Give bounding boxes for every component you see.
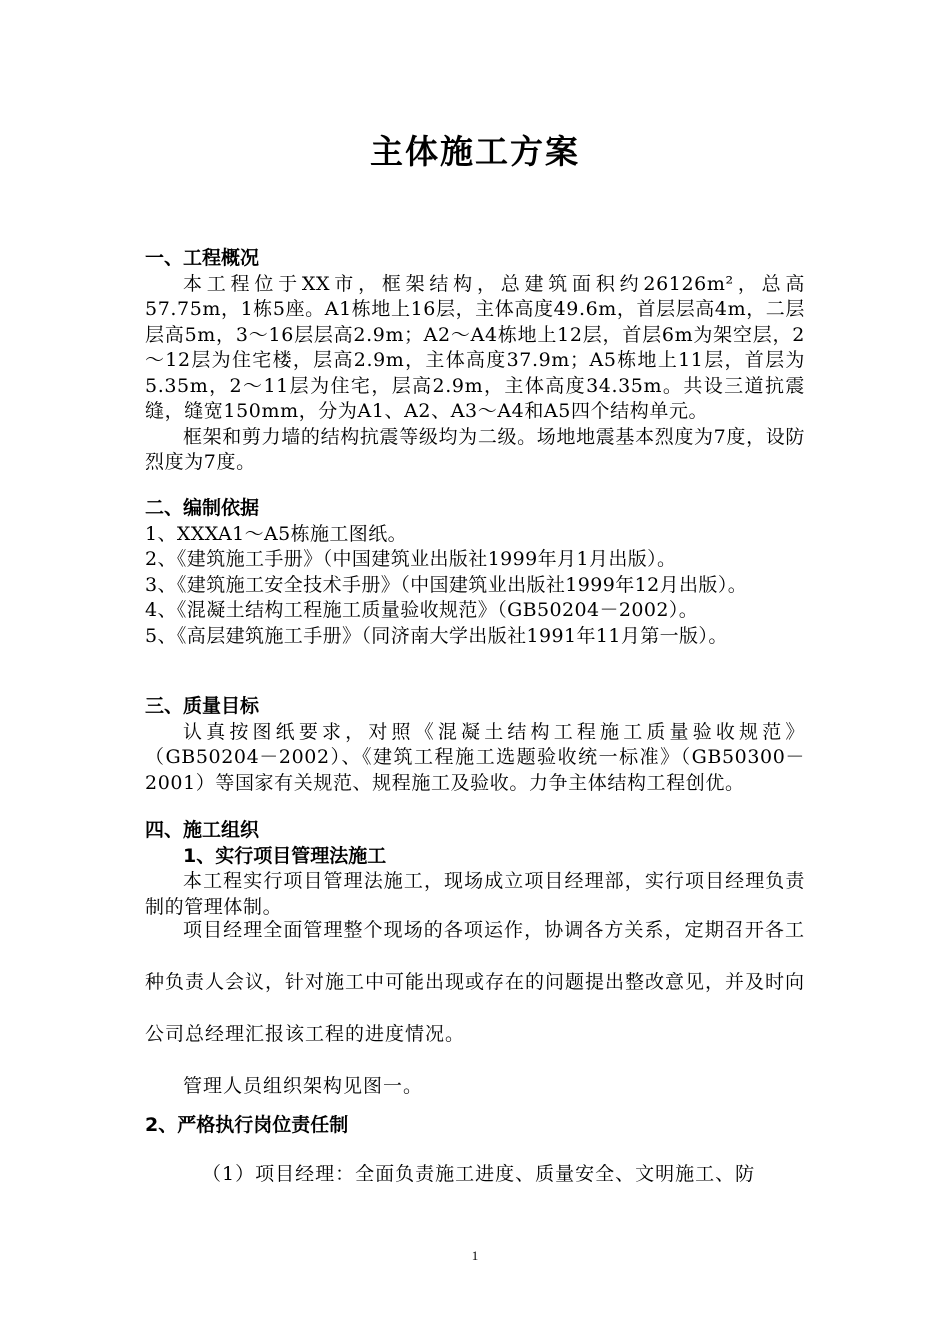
responsibility-item-block	[145, 1148, 805, 1200]
responsibility-block	[145, 1110, 805, 1140]
basis-item-1: 1、XXXA1～A5栋施工图纸。	[145, 522, 408, 545]
overview-paragraph-1: 本工程位于XX市，框架结构，总建筑面积约26126m²，总高57.75m，1栋5座。A1栋地上16层，主体高度49.6m，首层层高4m，二层层高5m，3～16层层高2.9m；A2～A4栋地上12层，首层6m为架空层，2～12层为住宅楼，层高2.9m，主体高度37.9m；A5栋地上11层，首层为5.35m，2～11层为住宅，层高2.9m，主体高度34.35m。共设三道抗震缝，缝宽150mm，分为A1、A2、A3～A4和A5四个结构单元。	[145, 272, 805, 422]
responsibility-item-1: （1）项目经理：全面负责施工进度、质量安全、文明施工、防	[202, 1163, 756, 1185]
organization-paragraph-3: 管理人员组织架构见图一。	[183, 1075, 424, 1097]
subheading-responsibility: 2、严格执行岗位责任制	[145, 1114, 349, 1136]
basis-item-2: 2、《建筑施工手册》（中国建筑业出版社1999年月1月出版）。	[145, 548, 677, 570]
page-number: 1	[471, 1248, 479, 1263]
section-heading-organization: 四、施工组织	[145, 819, 260, 841]
section-quality	[145, 694, 805, 796]
organization-loose-block	[145, 904, 805, 1112]
basis-item-5: 5、《高层建筑施工手册》（同济南大学出版社1991年11月第一版）。	[145, 624, 728, 647]
document-title: 主体施工方案	[370, 132, 580, 171]
overview-paragraph-2: 框架和剪力墙的结构抗震等级均为二级。场地地震基本烈度为7度，设防烈度为7度。	[145, 425, 805, 473]
section-basis	[145, 496, 805, 649]
section-heading-basis: 二、编制依据	[145, 497, 260, 519]
quality-paragraph: 认真按图纸要求，对照《混凝土结构工程施工质量验收规范》（GB50204－2002）、《建筑工程施工选题验收统一标准》（GB50300－2001）等国家有关规范、规程施工及验收。力争主体结构工程创优。	[145, 720, 805, 794]
organization-paragraph-2: 项目经理全面管理整个现场的各项运作，协调各方关系，定期召开各工种负责人会议，针对施工中可能出现或存在的问题提出整改意见，并及时向公司总经理汇报该工程的进度情况。	[145, 919, 806, 1045]
section-heading-overview: 一、工程概况	[145, 247, 260, 269]
organization-paragraph-1: 本工程实行项目管理法施工，现场成立项目经理部，实行项目经理负责制的管理体制。	[145, 870, 805, 918]
subheading-project-management: 1、实行项目管理法施工	[183, 844, 387, 867]
section-overview	[145, 246, 805, 476]
basis-item-4: 4、《混凝土结构工程施工质量验收规范》（GB50204－2002）。	[145, 599, 699, 621]
section-heading-quality: 三、质量目标	[145, 695, 260, 717]
basis-item-3: 3、《建筑施工安全技术手册》（中国建筑业出版社1999年12月出版）。	[145, 573, 748, 596]
